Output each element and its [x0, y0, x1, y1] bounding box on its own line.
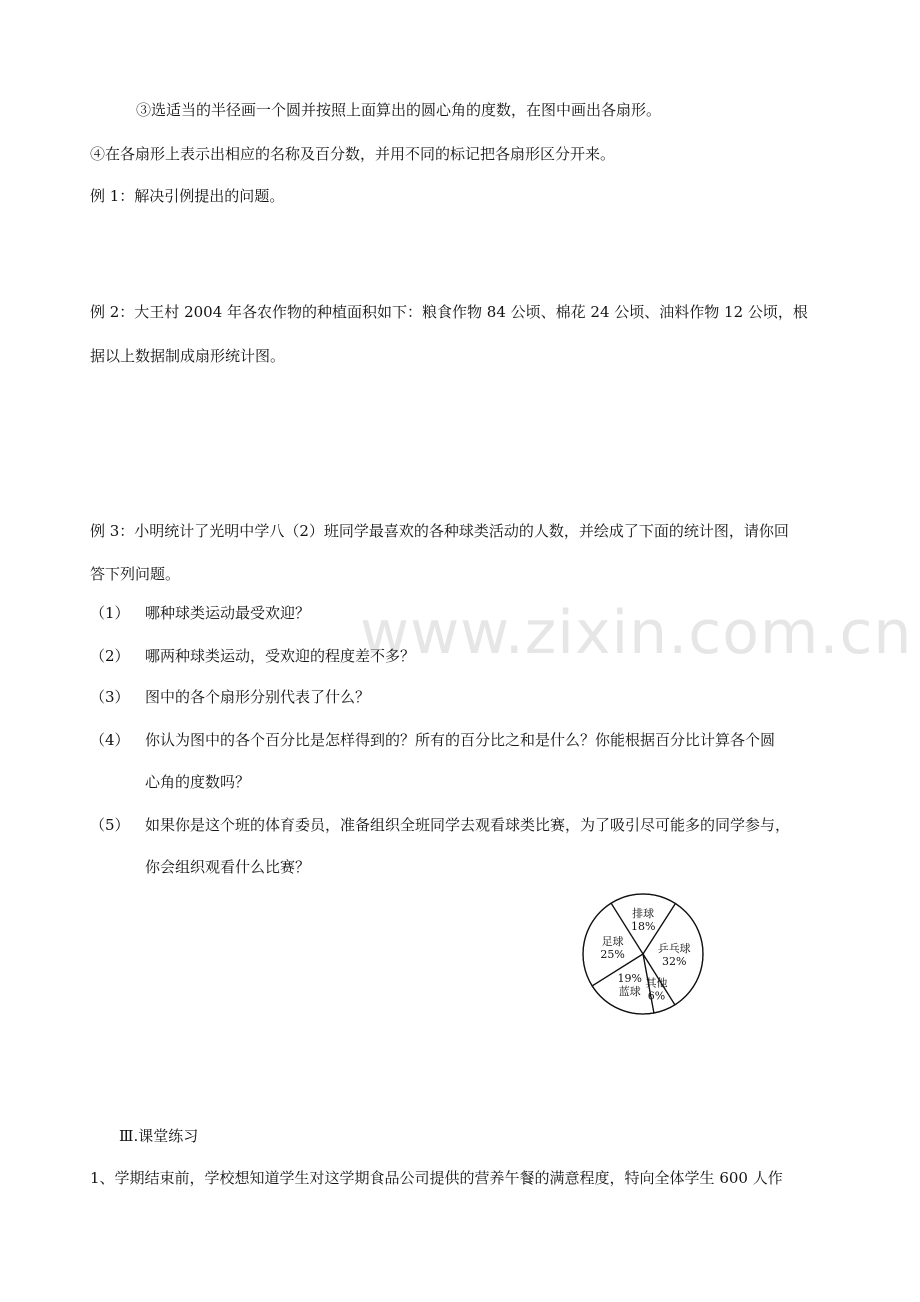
pie-label-percent-other: 6% [647, 989, 666, 1003]
section-heading: Ⅲ.课堂练习 [119, 1127, 199, 1145]
question-1-number: （1） [90, 604, 130, 622]
pie-label-percent-volleyball: 18% [630, 920, 656, 934]
example-1-text: 例 1：解决引例提出的问题。 [90, 187, 285, 205]
question-4-number: （4） [90, 731, 130, 749]
example-2-line-2: 据以上数据制成扇形统计图。 [90, 347, 286, 365]
question-5-line-1: 如果你是这个班的体育委员，准备组织全班同学去观看球类比赛，为了吸引尽可能多的同学参与， [145, 816, 791, 834]
question-2-number: （2） [90, 647, 130, 665]
ball-sports-pie-chart [576, 892, 714, 1018]
pie-label-name-other: 其他 [645, 976, 668, 990]
pie-label-name-football: 足球 [601, 935, 624, 949]
question-5-line-2: 你会组织观看什么比赛？ [145, 858, 311, 876]
pie-label-name-pingpong: 乒乓球 [657, 942, 691, 956]
step-4-text: ④在各扇形上表示出相应的名称及百分数，并用不同的标记把各扇形区分开来。 [90, 145, 616, 163]
pie-label-name-basketball: 蓝球 [618, 985, 641, 999]
question-2-text: 哪两种球类运动，受欢迎的程度差不多？ [145, 647, 416, 665]
step-3-text: ③选适当的半径画一个圆并按照上面算出的圆心角的度数，在图中画出各扇形。 [136, 101, 662, 119]
question-5-number: （5） [90, 816, 130, 834]
pie-label-percent-basketball: 19% [617, 972, 642, 986]
question-4-line-1: 你认为图中的各个百分比是怎样得到的？所有的百分比之和是什么？你能根据百分比计算各个圆 [145, 731, 776, 749]
question-3-text: 图中的各个扇形分别代表了什么？ [145, 688, 371, 706]
question-3-number: （3） [90, 688, 130, 706]
question-1-text: 哪种球类运动最受欢迎？ [145, 604, 311, 622]
exercise-1-text: 1、学期结束前，学校想知道学生对这学期食品公司提供的营养午餐的满意程度，特向全体学生 600 人作 [90, 1169, 783, 1187]
watermark: www.zixin.com.cn [360, 598, 913, 668]
pie-label-percent-football: 25% [600, 948, 625, 962]
pie-label-name-volleyball: 排球 [632, 907, 655, 921]
example-2-line-1: 例 2：大王村 2004 年各农作物的种植面积如下：粮食作物 84 公顷、棉花 24 公顷、油料作物 12 公顷，根 [90, 303, 808, 321]
pie-label-percent-pingpong: 32% [661, 955, 687, 969]
example-3-line-1: 例 3：小明统计了光明中学八（2）班同学最喜欢的各种球类活动的人数，并绘成了下面的统计图，请你回 [90, 522, 789, 540]
question-4-line-2: 心角的度数吗？ [145, 773, 251, 791]
example-3-line-2: 答下列问题。 [90, 565, 181, 583]
